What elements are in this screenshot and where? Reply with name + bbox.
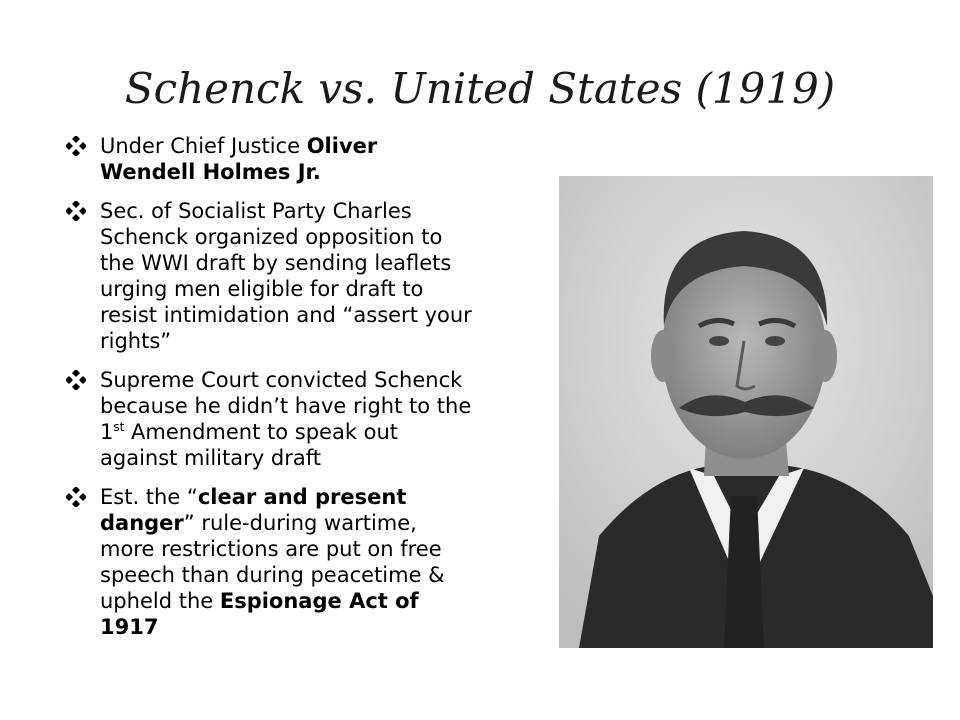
four-diamond-bullet-icon [66, 201, 86, 221]
bullet-text-bold: Oliver Wendell Holmes Jr. [100, 134, 378, 184]
bullet-text-superscript: st [113, 420, 125, 434]
bullet-item [66, 484, 476, 640]
bullet-text-bold: clear and present danger [100, 485, 407, 535]
bullet-item [66, 198, 476, 354]
bullet-list [66, 133, 476, 653]
bullet-item [66, 133, 476, 185]
slide-title: Schenck vs. United States (1919) [124, 64, 836, 113]
bullet-text-bold: Espionage Act of 1917 [100, 589, 419, 639]
portrait-photo [559, 176, 933, 648]
bullet-text: Amendment to speak out against military draft [100, 420, 399, 470]
four-diamond-bullet-icon [66, 487, 86, 507]
bullet-item [66, 367, 476, 471]
four-diamond-bullet-icon [66, 136, 86, 156]
bullet-text: Under Chief Justice [100, 134, 307, 158]
four-diamond-bullet-icon [66, 370, 86, 390]
bullet-text: Est. the “ [100, 485, 198, 509]
bullet-text: ” rule-during wartime, more restrictions are put on free speech than during peacetime & upheld the [100, 511, 445, 613]
bullet-text: Sec. of Socialist Party Charles Schenck organized opposition to the WWI draft by sending leaflets urging men eligible for draft to resist intimidation and “assert your rights” [100, 199, 472, 353]
bullet-text: Supreme Court convicted Schenck because he didn’t have right to the 1 [100, 368, 472, 444]
